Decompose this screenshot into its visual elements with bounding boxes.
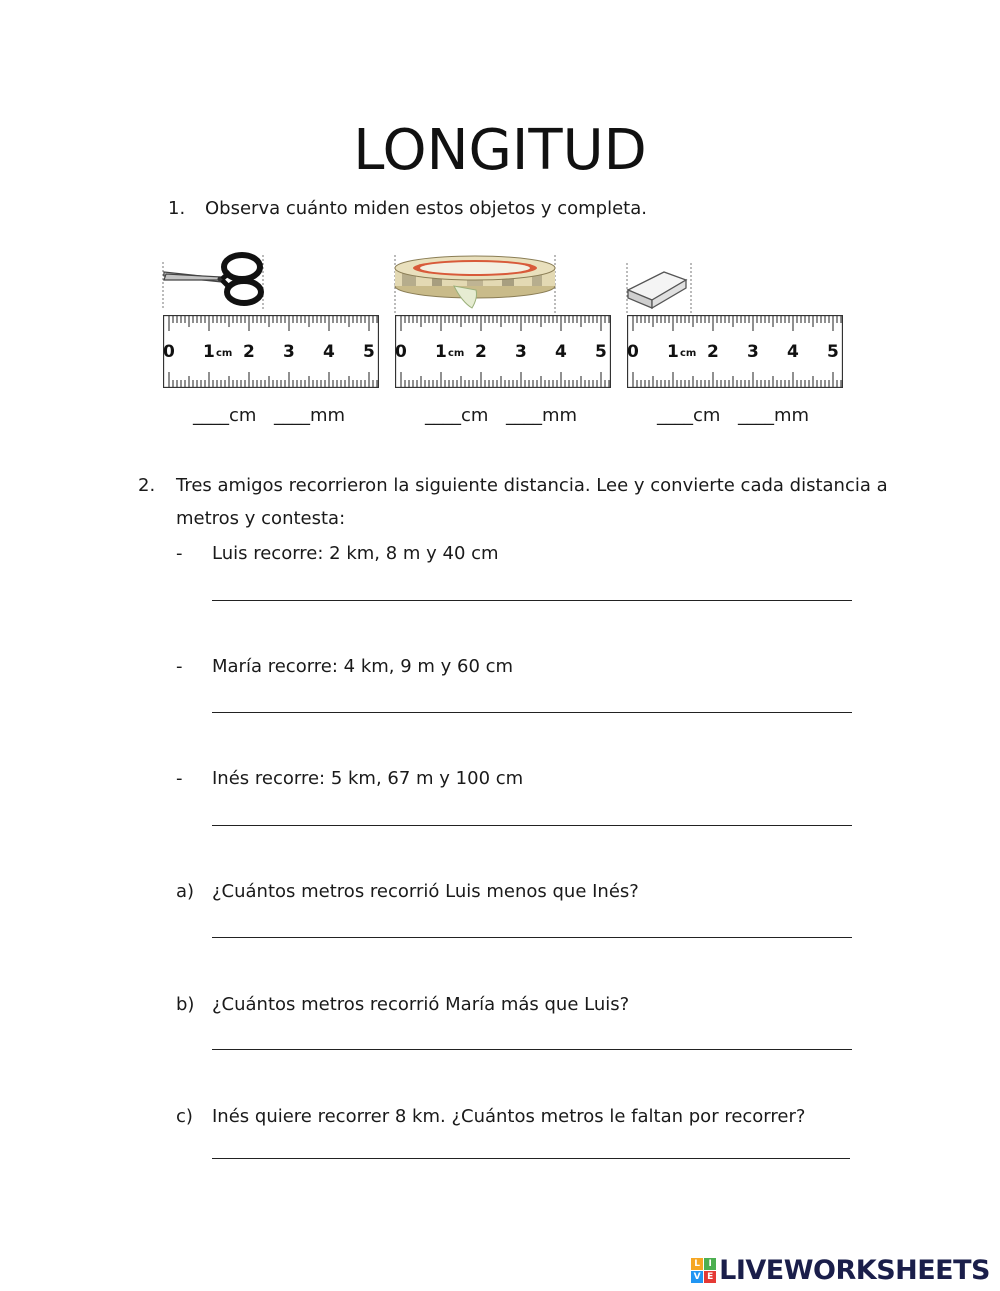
ruler-tick-label: 3 <box>515 342 527 362</box>
logo-badge-letter: V <box>691 1271 703 1283</box>
question-marker-c: c) <box>176 1106 193 1127</box>
ines-item: Inés recorre: 5 km, 67 m y 100 cm <box>212 768 524 789</box>
ruler-unit-label: cm <box>680 348 697 359</box>
ruler-tick-label: 2 <box>475 342 487 362</box>
logo-badge <box>691 1258 716 1283</box>
q1-text: Observa cuánto miden estos objetos y completa. <box>205 198 647 219</box>
ruler-body <box>396 316 611 388</box>
q2-text-line2: metros y contesta: <box>176 508 346 529</box>
ruler-unit-label: cm <box>448 348 465 359</box>
q2-text-line1: Tres amigos recorrieron la siguiente distancia. Lee y convierte cada distancia a <box>176 475 888 496</box>
logo-badge-letter: L <box>691 1258 703 1270</box>
ruler-tick-label: 5 <box>827 342 839 362</box>
ruler-tick-label: 4 <box>787 342 799 362</box>
item-marker: - <box>176 768 183 789</box>
luis-item: Luis recorre: 2 km, 8 m y 40 cm <box>212 543 499 564</box>
question-c: Inés quiere recorrer 8 km. ¿Cuántos metros le faltan por recorrer? <box>212 1106 806 1127</box>
logo-text: LIVEWORKSHEETS <box>719 1255 990 1286</box>
question-marker-b: b) <box>176 994 195 1015</box>
ruler-tick-label: 3 <box>747 342 759 362</box>
cm-blank-2[interactable]: ____cm <box>425 405 489 426</box>
ruler-tick-label: 0 <box>627 342 639 362</box>
answer-line-maria[interactable] <box>212 712 852 713</box>
ruler-tick-label: 2 <box>243 342 255 362</box>
ruler-tick-label: 0 <box>395 342 407 362</box>
cm-blank-1[interactable]: ____cm <box>193 405 257 426</box>
tape-roll-icon <box>392 250 558 320</box>
ruler-2 <box>395 315 611 388</box>
ruler-body <box>628 316 843 388</box>
answer-line-b[interactable] <box>212 1049 852 1050</box>
scissors-icon <box>160 250 270 310</box>
ruler-unit-label: cm <box>216 348 233 359</box>
ruler-tick-label: 4 <box>555 342 567 362</box>
ruler-tick-label: 1 <box>435 342 447 362</box>
answer-line-a[interactable] <box>212 937 852 938</box>
mm-blank-2[interactable]: ____mm <box>506 405 578 426</box>
ruler-3 <box>627 315 843 388</box>
q1-number: 1. <box>168 198 186 219</box>
question-marker-a: a) <box>176 881 195 902</box>
ruler-1 <box>163 315 379 388</box>
liveworksheets-logo <box>691 1255 990 1286</box>
answer-line-luis[interactable] <box>212 600 852 601</box>
cm-blank-3[interactable]: ____cm <box>657 405 721 426</box>
ruler-tick-label: 5 <box>363 342 375 362</box>
ruler-tick-label: 1 <box>203 342 215 362</box>
mm-blank-1[interactable]: ____mm <box>274 405 346 426</box>
page-title: LONGITUD <box>353 118 647 183</box>
answer-line-c[interactable] <box>212 1158 850 1159</box>
q2-number: 2. <box>138 475 156 496</box>
maria-item: María recorre: 4 km, 9 m y 60 cm <box>212 656 514 677</box>
item-marker: - <box>176 543 183 564</box>
logo-badge-letter: E <box>704 1271 716 1283</box>
logo-badge-letter: I <box>704 1258 716 1270</box>
ruler-tick-label: 0 <box>163 342 175 362</box>
ruler-tick-label: 2 <box>707 342 719 362</box>
ruler-tick-label: 3 <box>283 342 295 362</box>
ruler-tick-label: 4 <box>323 342 335 362</box>
eraser-icon <box>624 260 696 315</box>
question-a: ¿Cuántos metros recorrió Luis menos que Inés? <box>212 881 639 902</box>
item-marker: - <box>176 656 183 677</box>
mm-blank-3[interactable]: ____mm <box>738 405 810 426</box>
ruler-tick-label: 5 <box>595 342 607 362</box>
ruler-body <box>164 316 379 388</box>
question-b: ¿Cuántos metros recorrió María más que Luis? <box>212 994 630 1015</box>
ruler-tick-label: 1 <box>667 342 679 362</box>
answer-line-ines[interactable] <box>212 825 852 826</box>
